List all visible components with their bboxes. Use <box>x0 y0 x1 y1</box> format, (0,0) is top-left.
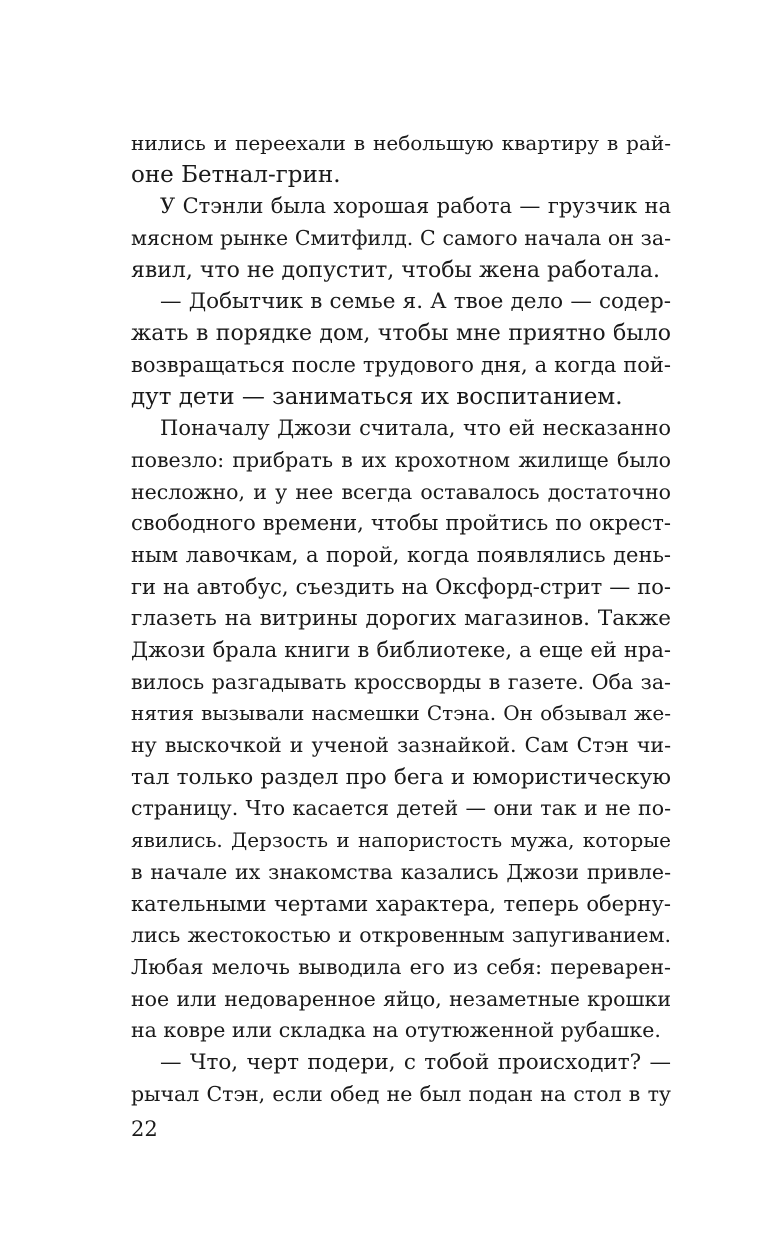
text-line: мясном рынке Смитфилд. С самого начала он за- <box>131 226 671 251</box>
text-line: нятия вызывали насмешки Стэна. Он обзывал же- <box>131 701 671 726</box>
text-line: явились. Дерзость и напористость мужа, которые <box>131 828 671 853</box>
text-line: дут дети — заниматься их воспитанием. <box>131 383 623 410</box>
text-line: вилось разгадывать кроссворды в газете. Оба за- <box>131 669 671 694</box>
text-line: тал только раздел про бега и юмористическую <box>131 764 671 790</box>
text-line: ным лавочкам, а порой, когда появлялись день- <box>131 542 671 567</box>
page-number: 22 <box>131 1117 158 1141</box>
text-line: кательными чертами характера, теперь оберну- <box>131 891 671 916</box>
text-line: возвращаться после трудового дня, а когда пой- <box>131 352 671 377</box>
text-line: У Стэнли была хорошая работа — грузчик на <box>160 194 671 219</box>
text-line: — Что, черт подери, с тобой происходит? — <box>160 1049 671 1075</box>
text-line: оне Бетнал-грин. <box>131 161 341 188</box>
text-line: Джози брала книги в библиотеке, а еще ей нра- <box>131 638 671 662</box>
text-line: Любая мелочь выводила его из себя: переварен- <box>131 954 671 979</box>
text-line: лись жестокостью и откровенным запугиванием. <box>131 923 671 948</box>
text-line: рычал Стэн, если обед не был подан на стол в ту <box>131 1081 671 1106</box>
text-line: жать в порядке дом, чтобы мне приятно было <box>131 321 671 347</box>
text-line: свободного времени, чтобы пройтись по окрест- <box>131 511 671 536</box>
text-line: несложно, и у нее всегда оставалось достаточно <box>131 479 671 504</box>
body-text <box>131 128 671 1110</box>
text-line: явил, что не допустит, чтобы жена работала. <box>131 257 661 283</box>
text-line: Поначалу Джози считала, что ей несказанно <box>160 416 671 441</box>
text-line: — Добытчик в семье я. А твое дело — содер- <box>160 289 671 315</box>
text-line: нились и переехали в небольшую квартиру в рай- <box>131 131 671 155</box>
text-line: ну выскочкой и ученой зазнайкой. Сам Стэн чи- <box>131 733 671 758</box>
text-line: ное или недоваренное яйцо, незаметные крошки <box>131 986 671 1011</box>
text-line: в начале их знакомства казались Джози привле- <box>131 859 671 884</box>
text-line: глазеть на витрины дорогих магазинов. Также <box>131 606 671 632</box>
text-line: повезло: прибрать в их крохотном жилище было <box>131 447 671 472</box>
text-line: ги на автобус, съездить на Оксфорд-стрит — по- <box>131 574 671 599</box>
text-line: страницу. Что касается детей — они так и не по- <box>131 796 671 821</box>
text-line: на ковре или складка на отутюженной рубашке. <box>131 1018 661 1043</box>
